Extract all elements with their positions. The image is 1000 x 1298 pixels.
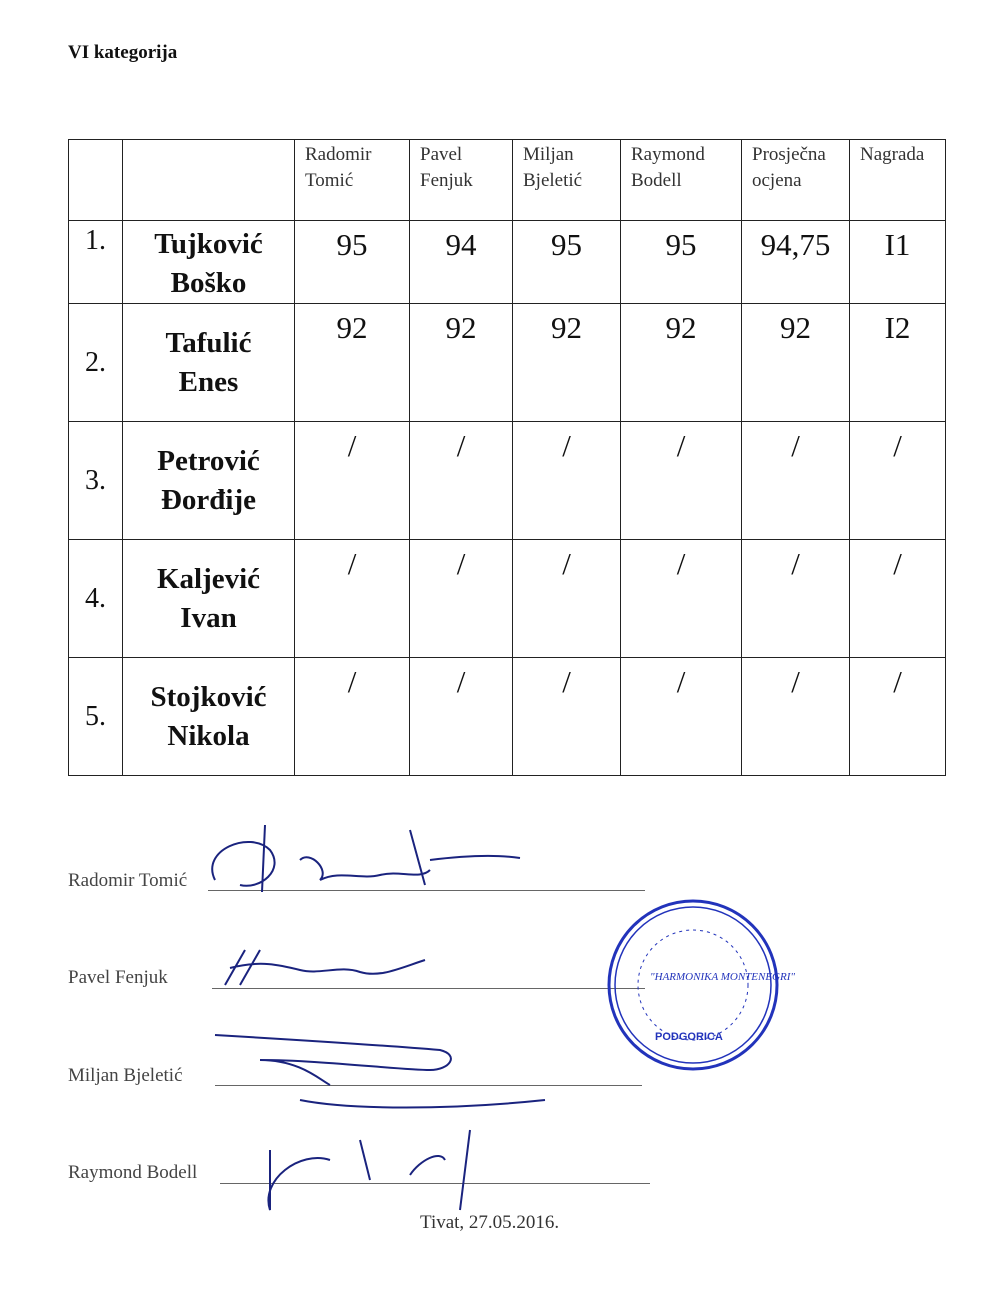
- score-cell: /: [410, 422, 513, 540]
- signature-label-2: Pavel Fenjuk: [68, 967, 168, 988]
- rank-cell: 2.: [69, 304, 123, 422]
- category-title: VI kategorija: [68, 42, 178, 63]
- header-judge-4: Raymond Bodell: [621, 140, 742, 221]
- award-cell: /: [850, 658, 946, 776]
- score-cell: 92: [410, 304, 513, 422]
- contestant-name: Kaljević Ivan: [123, 540, 295, 658]
- handwritten-signature-3: [215, 1035, 545, 1210]
- contestant-name: Tujković Boško: [123, 221, 295, 304]
- award-cell: /: [850, 422, 946, 540]
- rank-cell: 4.: [69, 540, 123, 658]
- header-award: Nagrada: [850, 140, 946, 221]
- contestant-name: Stojković Nikola: [123, 658, 295, 776]
- header-judge-1: Radomir Tomić: [295, 140, 410, 221]
- stamp: [609, 901, 795, 1069]
- score-cell: /: [742, 540, 850, 658]
- score-cell: 95: [513, 221, 621, 304]
- handwritten-signature-1: [212, 825, 520, 892]
- score-cell: 92: [742, 304, 850, 422]
- rank-cell: 1.: [69, 221, 123, 304]
- score-cell: /: [621, 658, 742, 776]
- score-cell: 92: [513, 304, 621, 422]
- score-cell: /: [742, 658, 850, 776]
- score-cell: /: [513, 540, 621, 658]
- score-cell: 95: [295, 221, 410, 304]
- date-place: Tivat, 27.05.2016.: [420, 1212, 560, 1233]
- svg-text:PODGORICA: PODGORICA: [655, 1031, 723, 1043]
- score-cell: /: [513, 422, 621, 540]
- signature-label-3: Miljan Bjeletić: [68, 1065, 183, 1086]
- rank-cell: 5.: [69, 658, 123, 776]
- score-cell: /: [295, 658, 410, 776]
- award-cell: /: [850, 540, 946, 658]
- score-cell: 92: [621, 304, 742, 422]
- score-cell: /: [513, 658, 621, 776]
- award-cell: I2: [850, 304, 946, 422]
- contestant-name: Petrović Đorđije: [123, 422, 295, 540]
- score-cell: /: [410, 540, 513, 658]
- score-cell: /: [410, 658, 513, 776]
- score-cell: /: [742, 422, 850, 540]
- signature-label-4: Raymond Bodell: [68, 1162, 198, 1183]
- score-cell: /: [295, 540, 410, 658]
- handwritten-signature-2: [225, 950, 425, 985]
- header-judge-3: Miljan Bjeletić: [513, 140, 621, 221]
- score-cell: 94: [410, 221, 513, 304]
- score-cell: 94,75: [742, 221, 850, 304]
- score-cell: /: [621, 422, 742, 540]
- contestant-name: Tafulić Enes: [123, 304, 295, 422]
- svg-text:"HARMONIKA MONTENEGRI": "HARMONIKA MONTENEGRI": [650, 971, 795, 983]
- header-average: Prosječna ocjena: [742, 140, 850, 221]
- score-cell: /: [295, 422, 410, 540]
- score-cell: 92: [295, 304, 410, 422]
- header-judge-2: Pavel Fenjuk: [410, 140, 513, 221]
- signature-label-1: Radomir Tomić: [68, 870, 188, 891]
- score-cell: 95: [621, 221, 742, 304]
- award-cell: I1: [850, 221, 946, 304]
- score-cell: /: [621, 540, 742, 658]
- rank-cell: 3.: [69, 422, 123, 540]
